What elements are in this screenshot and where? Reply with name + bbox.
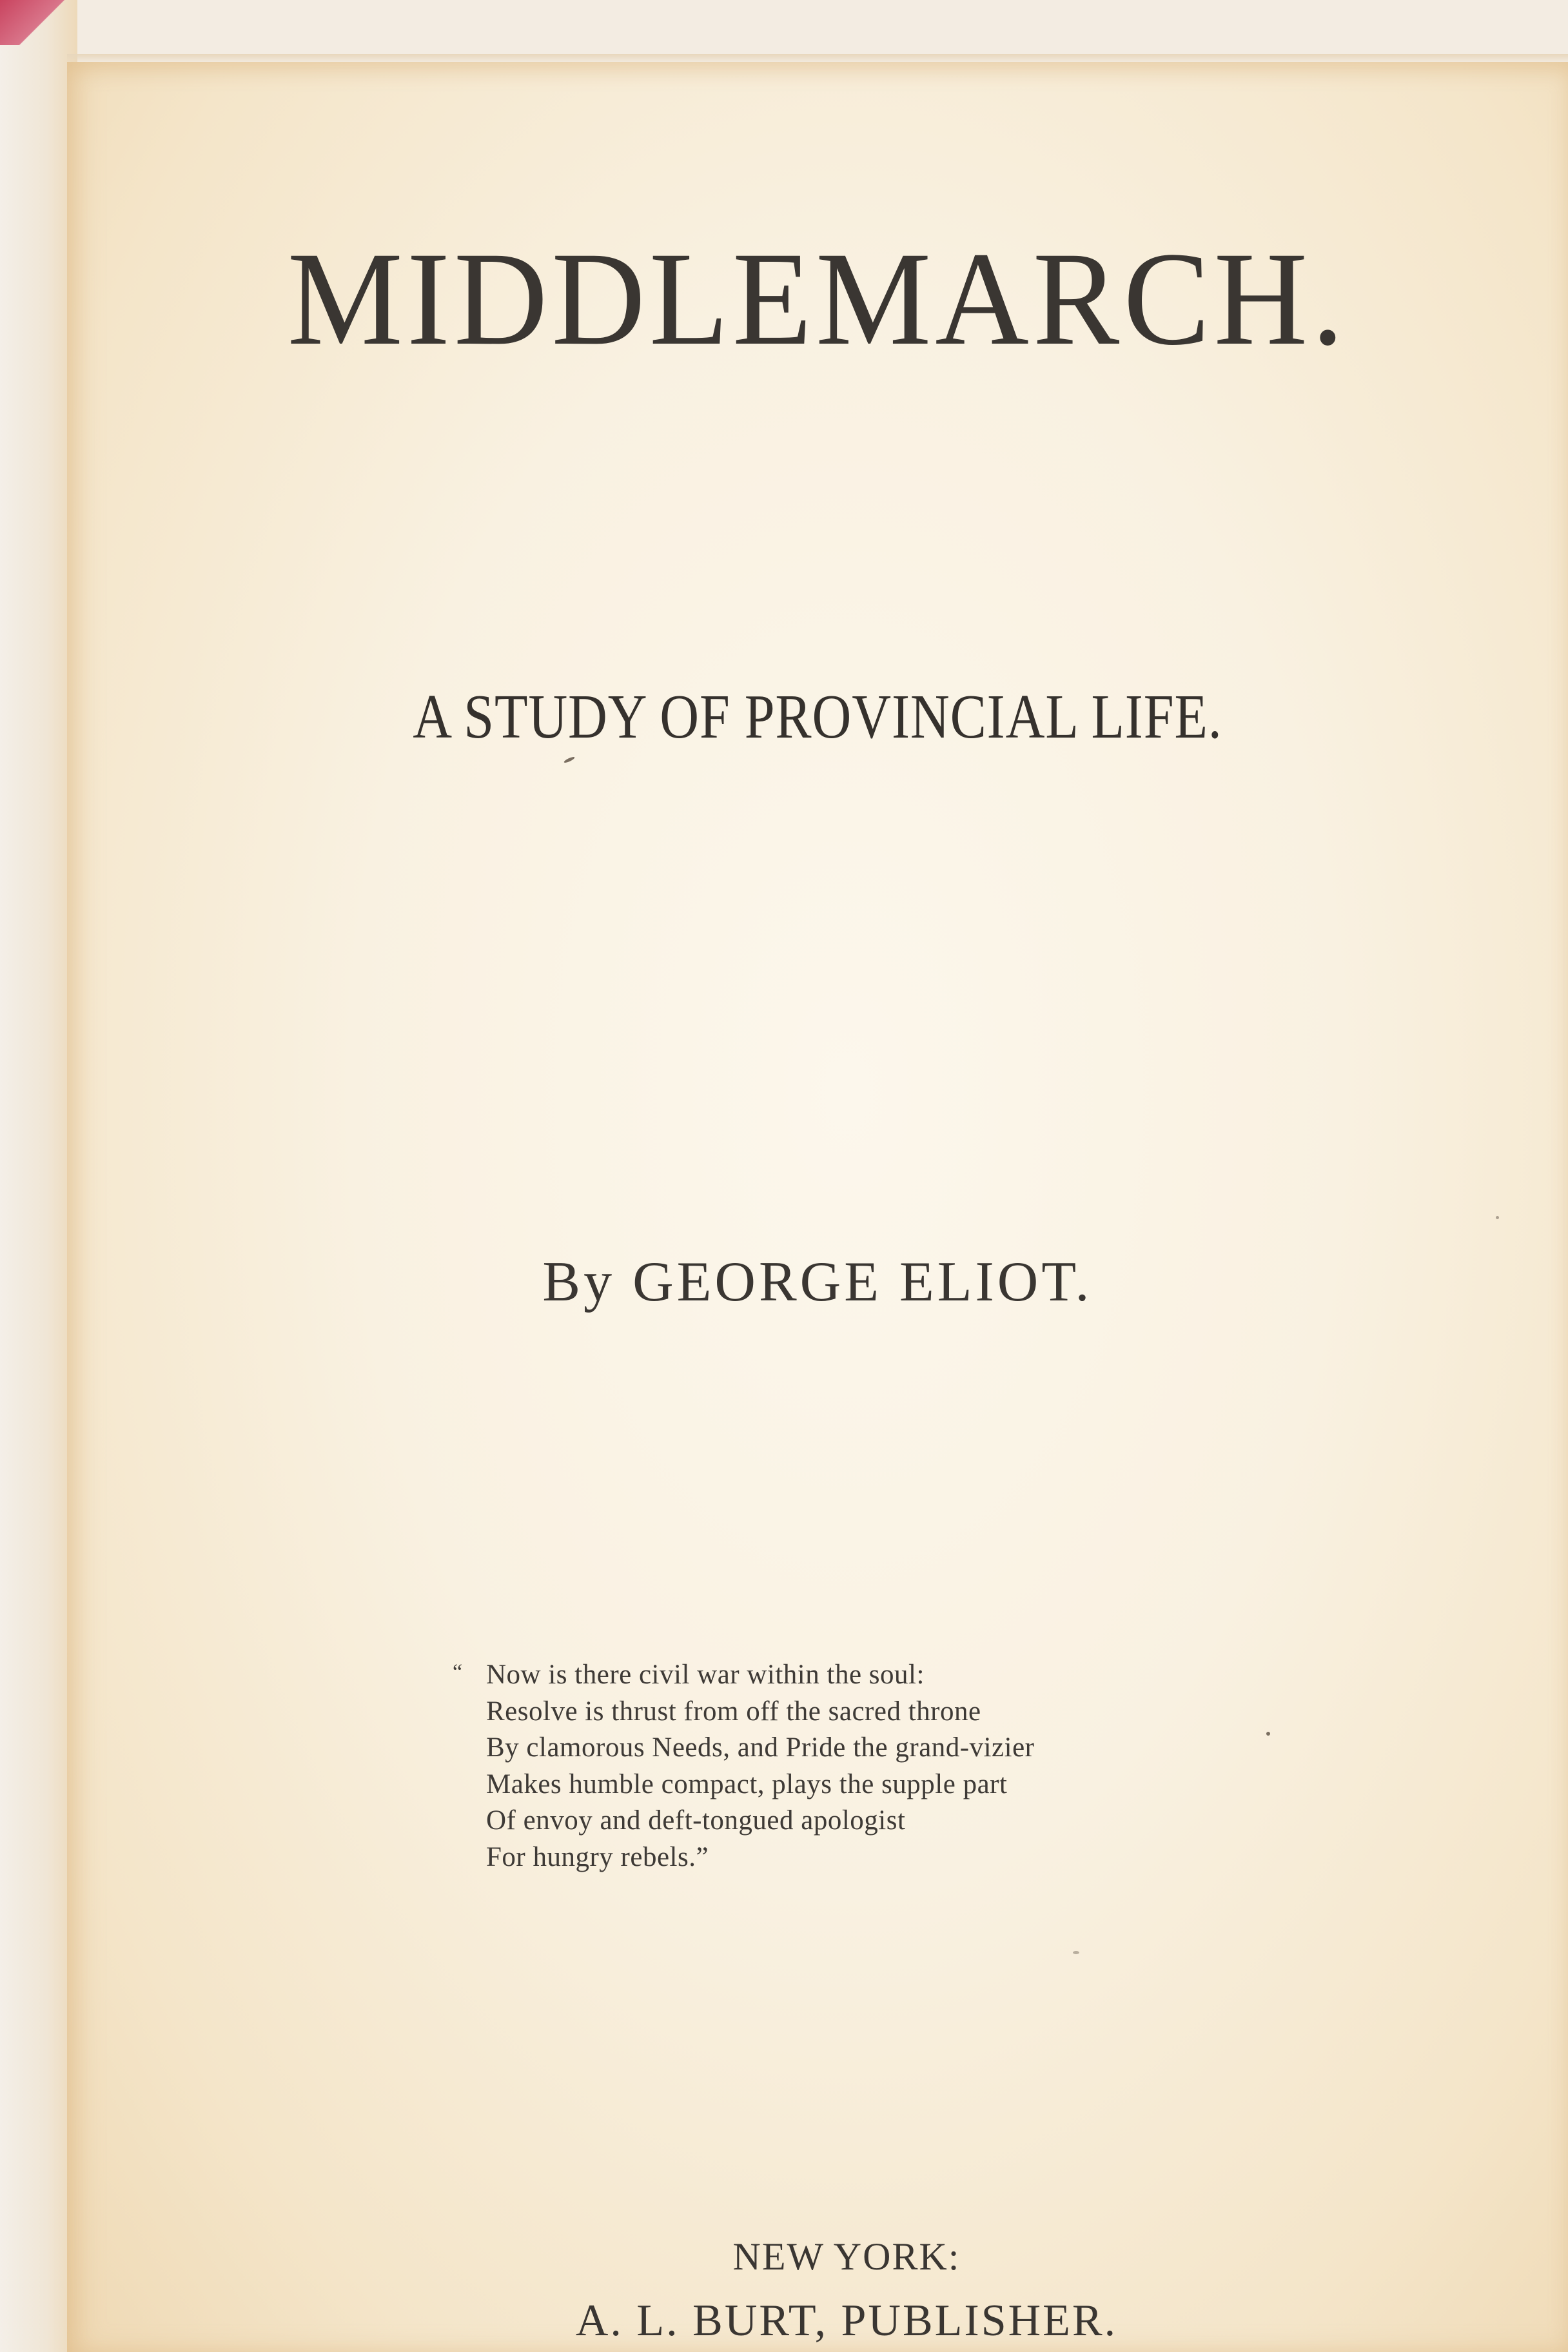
book-title: MIDDLEMARCH.	[287, 224, 1348, 373]
paper-speck	[1073, 1951, 1079, 1954]
paper-speck	[1496, 1216, 1499, 1219]
paper-speck	[564, 756, 575, 763]
epigraph-line: For hungry rebels.”	[486, 1841, 709, 1872]
epigraph-opening-mark: “	[453, 1660, 463, 1684]
epigraph-line: Of envoy and deft-tongued apologist	[486, 1805, 906, 1836]
red-corner-mark	[0, 0, 71, 45]
epigraph-line: By clamorous Needs, and Pride the grand-vizier	[486, 1732, 1035, 1763]
epigraph-line	[453, 1657, 1453, 1694]
imprint-publisher: A. L. BURT, PUBLISHER.	[575, 2296, 1118, 2346]
book-gutter-edge	[0, 0, 77, 2352]
epigraph-line: Resolve is thrust from off the sacred throne	[486, 1696, 981, 1727]
imprint-place: NEW YORK:	[732, 2235, 961, 2278]
epigraph-line: Makes humble compact, plays the supple part	[486, 1769, 1008, 1799]
book-subtitle: A STUDY OF PROVINCIAL LIFE.	[413, 682, 1222, 752]
title-page	[67, 62, 1568, 2352]
book-author: By GEORGE ELIOT.	[542, 1251, 1093, 1313]
paper-speck	[1266, 1732, 1270, 1736]
epigraph	[453, 1657, 1453, 1876]
epigraph-line-text: Now is there civil war within the soul:	[486, 1660, 925, 1690]
